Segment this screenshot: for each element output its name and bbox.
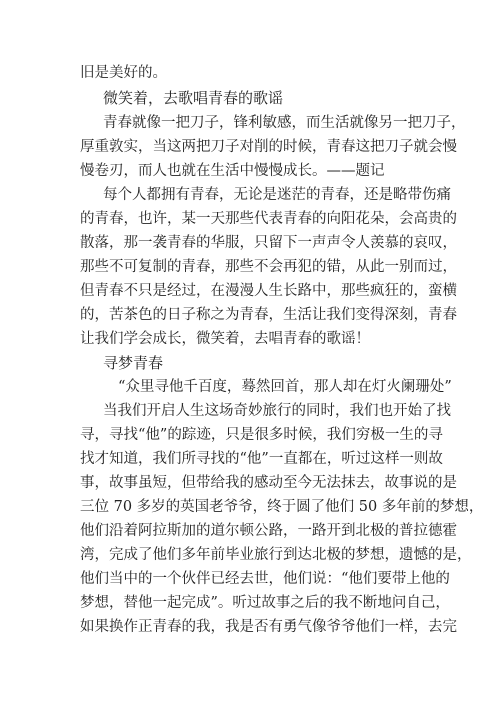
text-line: 找才知道，我们所寻找的“他”一直都在，听过这样一则故	[80, 451, 443, 467]
text-line: 三位 70 多岁的英国老爷爷，终于圆了他们 50 多年前的梦想，	[80, 499, 484, 515]
text-line: 他们沿着阿拉斯加的道尔顿公路，一路开到北极的普拉德霍	[80, 523, 457, 539]
text-line: 湾，完成了他们多年前毕业旅行到达北极的梦想，遗憾的是，	[80, 547, 472, 563]
text-line: 每个人都拥有青春，无论是迷茫的青春，还是略带伤痛	[103, 187, 451, 203]
text-line: 青春就像一把刀子，锋利敏感，而生活就像另一把刀子，	[103, 115, 466, 131]
text-line: 但青春不只是经过，在漫漫人生长路中，那些疯狂的，蛮横	[80, 283, 457, 299]
text-line: 厚重敦实，当这两把刀子对削的时候，青春这把刀子就会慢	[80, 139, 457, 155]
text-line: 他们当中的一个伙伴已经去世，他们说：“他们要带上他的	[80, 571, 450, 587]
text-line: 散落，那一袭青春的华服，只留下一声声令人羡慕的哀叹，	[80, 235, 457, 251]
text-line: 事，故事虽短，但带给我的感动至今无法抹去，故事说的是	[80, 475, 457, 491]
text-line: 梦想，替他一起完成”。听过故事之后的我不断地问自己，	[80, 595, 450, 611]
section-heading: 微笑着，去歌唱青春的歌谣	[103, 89, 284, 107]
text-line: 寻，寻找“他”的踪迹，只是很多时候，我们穷极一生的寻	[80, 427, 443, 443]
quote-line: “众里寻他千百度，蓦然回首，那人却在灯火阑珊处”	[118, 379, 452, 395]
text-line: 的青春，也许，某一天那些代表青春的向阳花朵，会高贵的	[80, 211, 457, 227]
text-line: 旧是美好的。	[80, 65, 167, 81]
text-line: 让我们学会成长，微笑着，去唱青春的歌谣！	[80, 331, 370, 347]
text-line: 如果换作正青春的我，我是否有勇气像爷爷他们一样，去完	[80, 619, 457, 635]
text-line: 那些不可复制的青春，那些不会再犯的错，从此一别而过，	[80, 259, 457, 275]
text-line: 慢卷刃，而人也就在生活中慢慢成长。——题记	[80, 163, 385, 179]
text-line: 的，苦茶色的日子称之为青春，生活让我们变得深刻，青春	[80, 307, 457, 323]
section-heading: 寻梦青春	[103, 354, 164, 372]
text-line: 当我们开启人生这场奇妙旅行的同时，我们也开始了找	[103, 403, 451, 419]
